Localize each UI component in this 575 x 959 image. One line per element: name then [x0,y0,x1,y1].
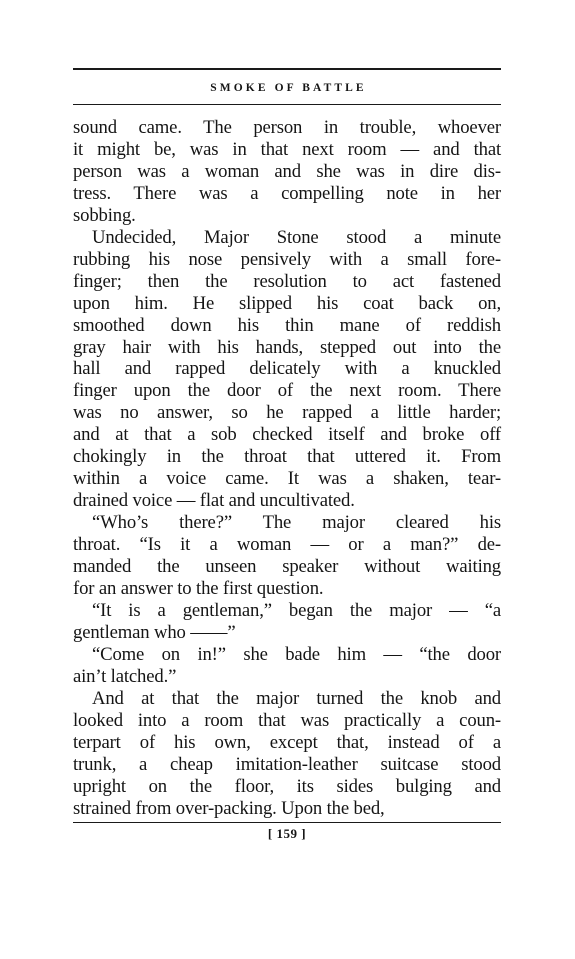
running-head: SMOKE OF BATTLE [210,82,367,94]
text-line: gentleman who ——” [73,621,236,643]
text-line: upright on the floor, its sides bulging and [73,775,501,797]
paragraph [73,644,501,688]
text-line: and at that a sob checked itself and broke off [73,424,501,446]
book-page [73,68,501,842]
text-line: it might be, was in that next room — and that [73,138,501,160]
text-line: looked into a room that was practically a coun- [73,709,501,731]
text-line: hall and rapped delicately with a knuckled [73,358,501,380]
text-line: Undecided, Major Stone stood a minute [92,226,501,248]
text-line: drained voice — flat and uncultivated. [73,490,355,512]
text-line: terpart of his own, except that, instead of a [73,731,501,753]
text-line: trunk, a cheap imitation-leather suitcase stood [73,753,501,775]
text-line: for an answer to the first question. [73,578,324,600]
text-line: upon him. He slipped his coat back on, [73,292,501,314]
top-rule [73,68,501,70]
text-line: was no answer, so he rapped a little harder; [73,402,501,424]
text-line: gray hair with his hands, stepped out into the [73,336,501,358]
paragraph [73,512,501,600]
paragraph [73,117,501,227]
body-text [73,117,501,820]
header-rule [73,104,501,105]
text-line: ain’t latched.” [73,665,177,687]
text-line: throat. “Is it a woman — or a man?” de- [73,534,501,556]
paragraph [73,688,501,820]
text-line: sobbing. [73,204,136,226]
text-line: smoothed down his thin mane of reddish [73,314,501,336]
text-line: And at that the major turned the knob and [92,687,501,709]
page-number: [ 159 ] [267,825,307,841]
text-line: “Come on in!” she bade him — “the door [92,643,501,665]
text-line: “Who’s there?” The major cleared his [92,512,501,534]
text-line: sound came. The person in trouble, whoever [73,117,501,138]
text-line: finger upon the door of the next room. There [73,380,501,402]
text-line: strained from over-packing. Upon the bed, [73,797,385,819]
text-line: chokingly in the throat that uttered it. From [73,446,501,468]
bottom-rule [73,822,501,823]
text-line: finger; then the resolution to act fastened [73,270,501,292]
text-line: tress. There was a compelling note in her [73,182,501,204]
text-line: rubbing his nose pensively with a small fore- [73,248,501,270]
paragraph [73,227,501,512]
text-line: manded the unseen speaker without waiting [73,556,501,578]
paragraph [73,600,501,644]
text-line: “It is a gentleman,” began the major — “a [92,599,501,621]
text-line: person was a woman and she was in dire dis- [73,160,501,182]
text-line: within a voice came. It was a shaken, tear- [73,468,501,490]
